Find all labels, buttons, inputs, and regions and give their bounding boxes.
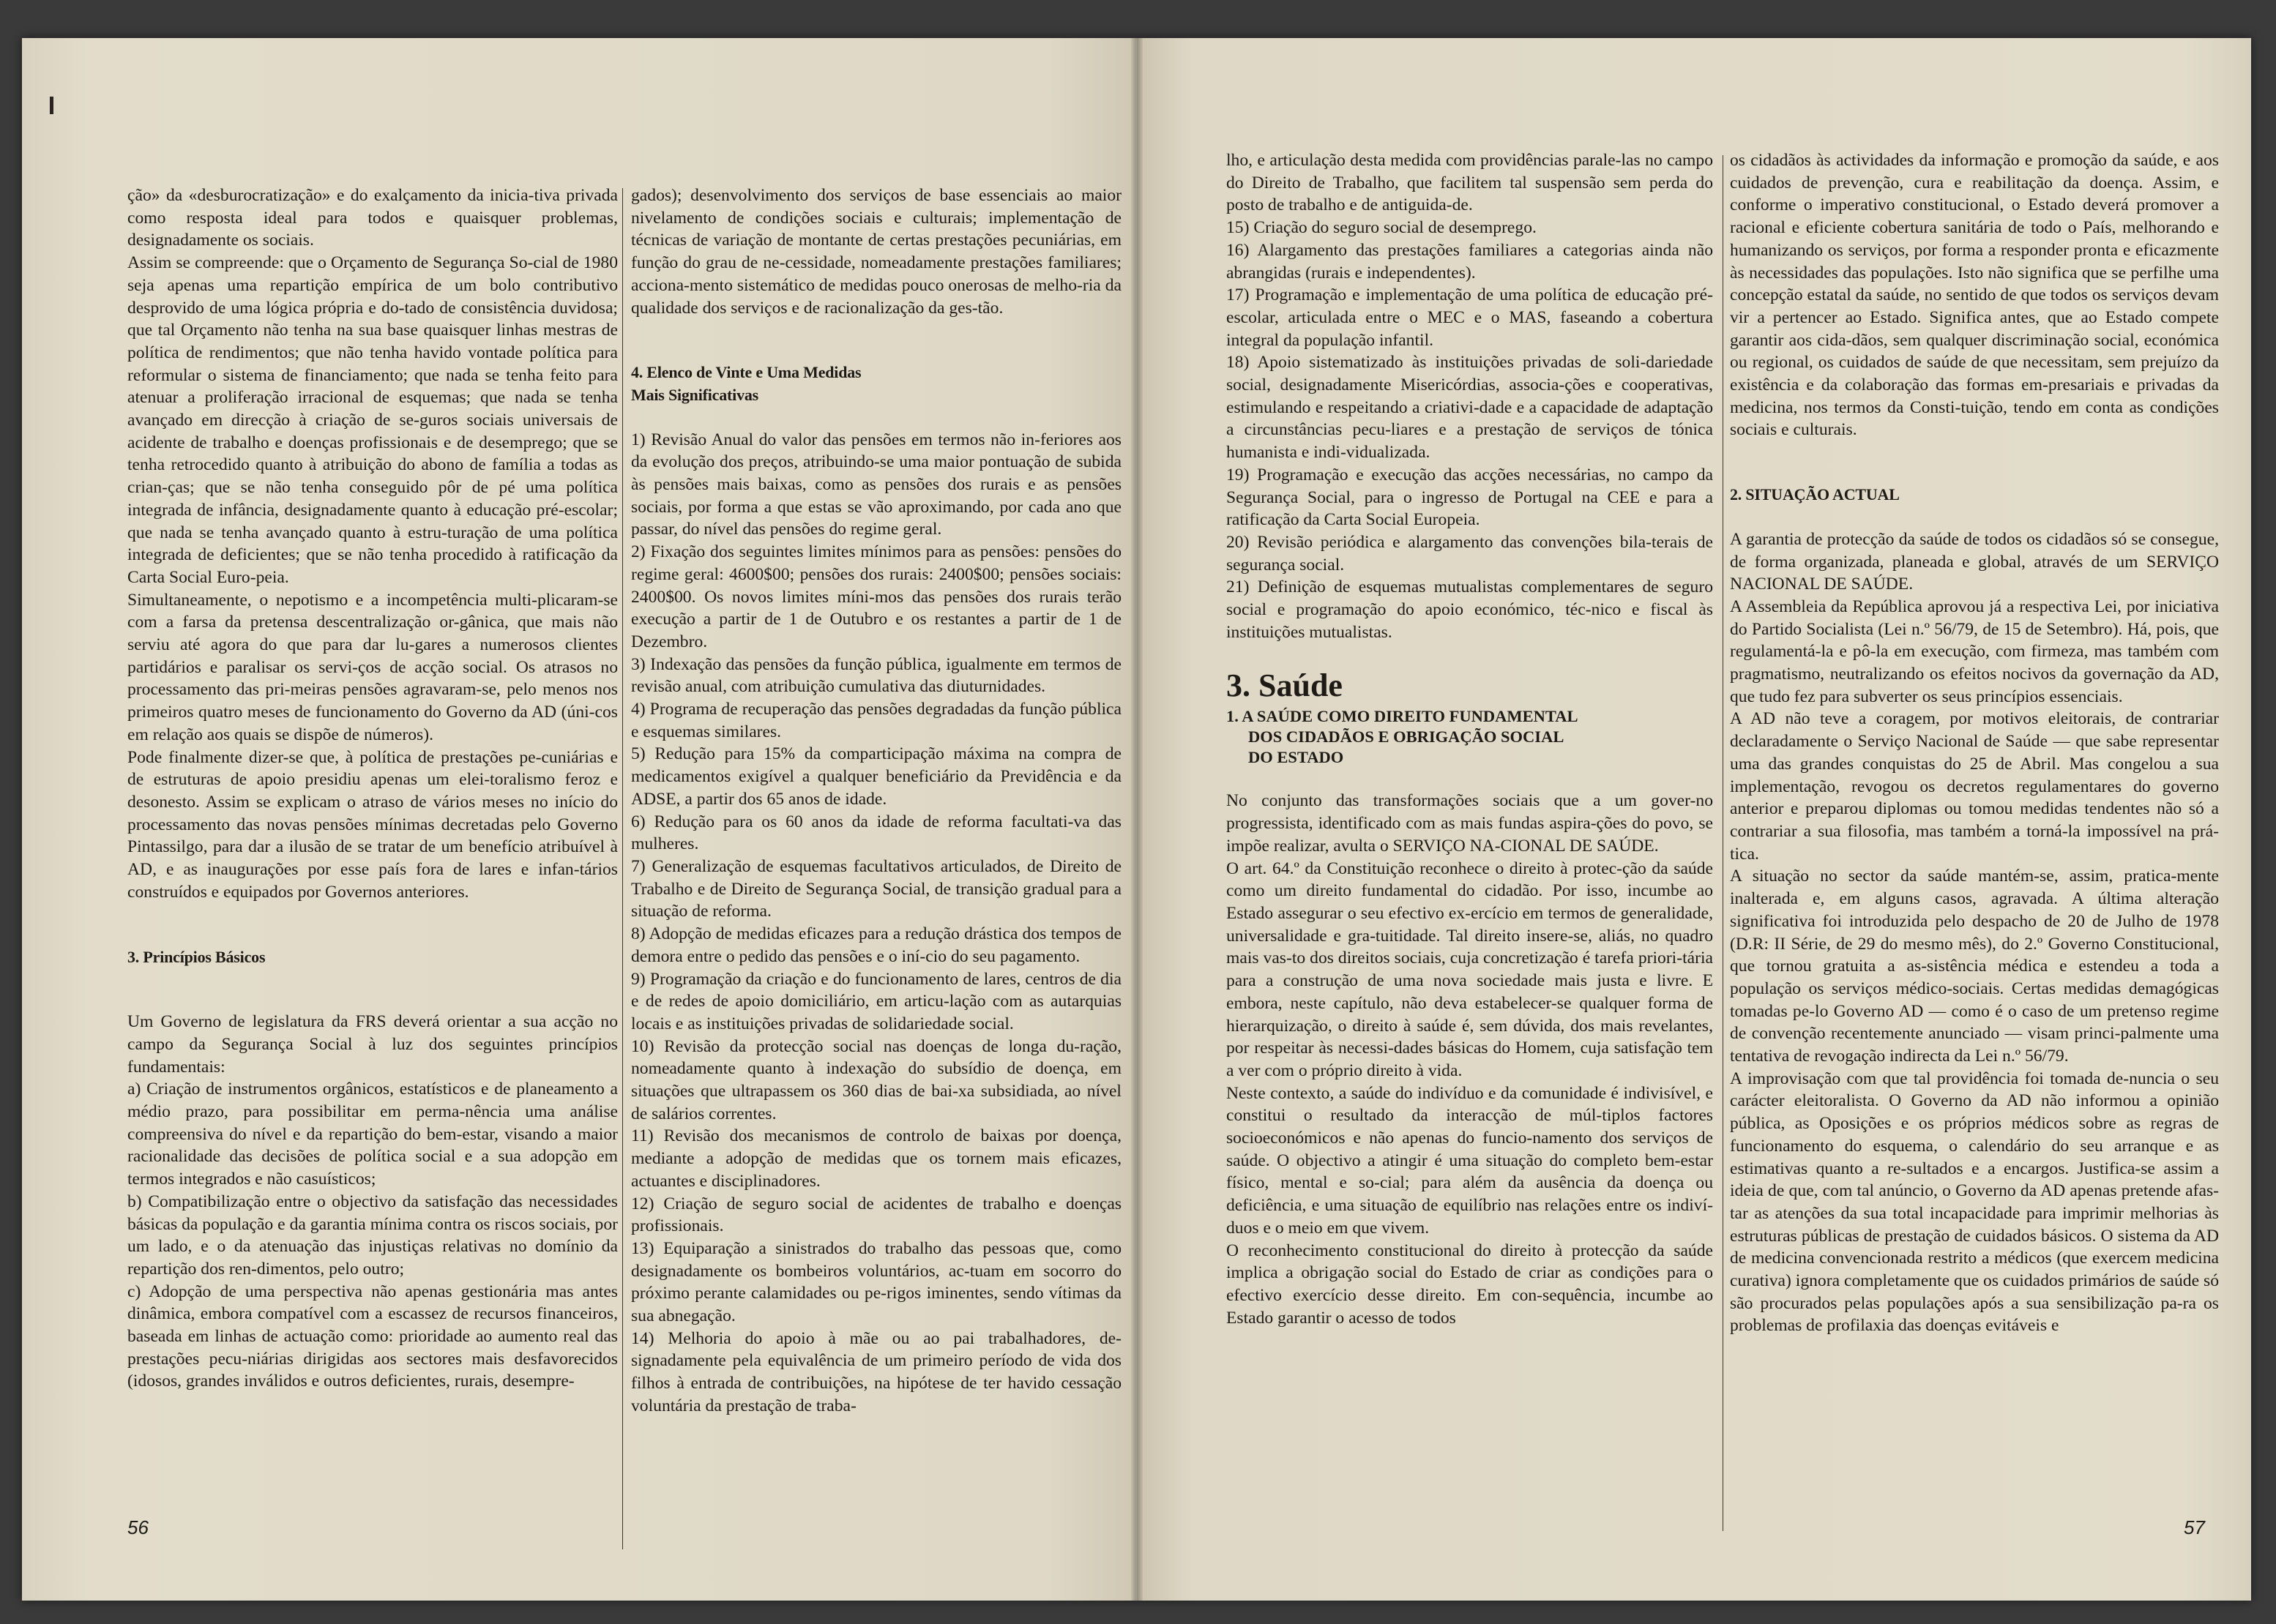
subsection-heading-line: DOS CIDADÃOS E OBRIGAÇÃO SOCIAL [1248, 727, 1564, 746]
left-column-2 [631, 184, 1122, 1418]
page-number: 56 [127, 1516, 149, 1538]
chapter-title: 3. Saúde [1226, 667, 1343, 704]
book-gutter [1131, 38, 1143, 1601]
list-item: 11) Revisão dos mecanismos de controlo de baixas por doença, mediante a adopção de medidas que os tornem mais eficazes, actuantes e disciplinadores. [631, 1126, 1122, 1191]
paragraph: gados); desenvolvimento dos serviços de base essenciais ao maior nivelamento de condições sociais e culturais; implementação de técnicas de variação de montante de certas prestações pecuniárias, em função do grau de ne-cessidade, nomeadamente prestações familiares; acciona-mento sistemático de medidas pouco onerosas de melho-ria da qualidade dos serviços e de racionalização da ges-tão. [631, 186, 1122, 318]
page-number: 57 [2184, 1516, 2205, 1538]
list-item: 15) Criação do seguro social de desemprego. [1226, 218, 1537, 238]
binding-mark [50, 97, 53, 114]
right-column-2 [1730, 149, 2219, 1337]
paragraph: No conjunto das transformações sociais que a um gover-no progressista, identificado com as mais fundas aspira-ções do povo, se impõe realizar, avulta o SERVIÇO NA-CIONAL DE SAÚDE. [1226, 791, 1713, 856]
section-heading: 4. Elenco de Vinte e Uma Medidas [631, 363, 862, 382]
list-item: 7) Generalização de esquemas facultativos articulados, de Direito de Trabalho e de Direito de Segurança Social, de transição gradual para a situação de reforma. [631, 856, 1122, 921]
subsection-heading [1226, 706, 1713, 768]
column-rule [622, 188, 623, 1549]
list-item: 20) Revisão periódica e alargamento das convenções bila-terais de segurança social. [1226, 532, 1713, 575]
section-heading: 2. SITUAÇÃO ACTUAL [1730, 485, 1900, 504]
paragraph: O art. 64.º da Constituição reconhece o direito à protec-ção da saúde como um direito fundamental do cidadão. Por isso, incumbe ao Estado assegurar o seu efectivo ex-ercício em termos de generalidade, universalidade e gra-tuitidade. Tal direito insere-se, aliás, no quadro mais vas-to dos direitos sociais, cuja concretização é tarefa priori-tária para a construção de uma nova sociedade mais justa e livre. E embora, neste capítulo, não deva estabelecer-se qualquer forma de hierarquização, o direito à saúde é, sem dúvida, dos mais revelantes, por respeitar às necessi-dades básicas do Homem, cuja satisfação tem a ver com o próprio direito à vida. [1226, 858, 1713, 1080]
list-item: 2) Fixação dos seguintes limites mínimos para as pensões: pensões do regime geral: 4600$00; pensões dos rurais: 2400$00; pensões sociais: 2400$00. Os novos limites míni-mos das pensões dos rurais terão execução a partir de 1 de Outubro e os restantes a partir de 1 de Dezembro. [631, 542, 1122, 651]
paragraph: ção» da «desburocratização» e do exalçamento da inicia-tiva privada como resposta ideal para todos e quaisquer problemas, designadamente os sociais. [127, 186, 618, 250]
left-page [22, 38, 1136, 1601]
section-heading: 3. Princípios Básicos [127, 947, 266, 966]
paragraph: Simultaneamente, o nepotismo e a incompetência multi-plicaram-se com a farsa da pretensa descentralização or-gânica, que mais não serviu até agora do que para dar lu-gares a numerosos clientes partidários e paralisar os servi-ços de acção social. Os atrasos no processamento das pri-meiras pensões agravaram-se, pelo menos nos primeiros quatro meses de funcionamento do Governo da AD (úni-cos em relação aos quais se dispõe de números). [127, 590, 618, 744]
right-column-1 [1226, 149, 1713, 1329]
list-item: 17) Programação e implementação de uma política de educação pré-escolar, articulada entre o MEC e o MAS, faseando a cobertura integral da população infantil. [1226, 285, 1713, 350]
list-item: 9) Programação da criação e do funcionamento de lares, centros de dia e de redes de apoio domiciliário, em articu-lação com as autarquias locais e as instituições privadas de solidariedade social. [631, 969, 1122, 1033]
paragraph: Pode finalmente dizer-se que, à política de prestações pe-cuniárias e de estruturas de apoio presidiu apenas um elei-toralismo feroz e desonesto. Assim se explicam o atraso de vários meses no início do processamento das novas pensões mínimas decretadas pelo Governo Pintassilgo, para dar a ilusão de se tratar de um benefício atribuível à AD, e as inaugurações por esse país fora de lares e infan-tários construídos e equipados por Governos anteriores. [127, 747, 618, 902]
list-item: 18) Apoio sistematizado às instituições privadas de soli-dariedade social, designadamente Misericórdias, associa-ções e cooperativas, estimulando e respeitando a criativi-dade e a capacidade de adaptação a circunstâncias pecu-liares e a prestação de serviços de tónica humanista e indi-vidualizada. [1226, 353, 1713, 463]
left-column-1 [127, 184, 618, 1393]
list-item: 19) Programação e execução das acções necessárias, no campo da Segurança Social, para o ingresso de Portugal na CEE e para a ratificação da Carta Social Europeia. [1226, 465, 1713, 530]
subsection-heading-line: DO ESTADO [1248, 748, 1344, 767]
list-item: 13) Equiparação a sinistrados do trabalho das pessoas que, como designadamente os bombeiros voluntários, ac-tuam em socorro do próximo perante calamidades ou pe-rigos iminentes, sendo vítimas da sua abnegação. [631, 1238, 1122, 1326]
list-item: 12) Criação de seguro social de acidentes de trabalho e doenças profissionais. [631, 1194, 1122, 1236]
paragraph: lho, e articulação desta medida com providências parale-las no campo do Direito de Trabalho, que facilitem tal suspensão sem perda do posto de trabalho e de antiguida-de. [1226, 151, 1713, 215]
right-page [1137, 38, 2251, 1601]
paragraph: b) Compatibilização entre o objectivo da satisfação das necessidades básicas da população e da garantia mínima contra os riscos sociais, por um lado, e o da atenuação das injustiças relativas no domínio da repartição dos ren-dimentos, pelo outro; [127, 1191, 618, 1279]
magazine-spread [22, 38, 2251, 1601]
list-item: 10) Revisão da protecção social nas doenças de longa du-ração, nomeadamente quanto à indexação do subsídio de doença, em situações que ultrapassem os 360 dias de bai-xa subsidiada, ao nível de salários correntes. [631, 1036, 1122, 1123]
list-item: 5) Redução para 15% da comparticipação máxima na compra de medicamentos exigível a qualquer beneficiário da Previdência e da ADSE, a partir dos 65 anos de idade. [631, 744, 1122, 809]
list-item: 8) Adopção de medidas eficazes para a redução drástica dos tempos de demora entre o pedido das pensões e o iní-cio do seu pagamento. [631, 924, 1122, 966]
section-heading-continued: Mais Significativas [631, 385, 759, 404]
list-item: 14) Melhoria do apoio à mãe ou ao pai trabalhadores, de-signadamente pela equivalência de um primeiro período de vida dos filhos à entrada de contribuições, na hipótese de ter havido cessação voluntária da prestação de traba- [631, 1328, 1122, 1415]
list-item: 3) Indexação das pensões da função pública, igualmente em termos de revisão anual, com atribuição cumulativa das diuturnidades. [631, 654, 1122, 697]
paragraph: A improvisação com que tal providência foi tomada de-nuncia o seu carácter eleitoralista. O Governo da AD não informou a opinião pública, as Oposições e os próprios médicos sobre as regras de funcionamento do esquema, o calendário do seu arranque e as estimativas quanto a re-sultados e a encargos. Justifica-se assim a ideia de que, com tal anúncio, o Governo da AD apenas pretende afas-tar as atenções da sua total incapacidade para imprimir melhorias às estruturas públicas de prestação de cuidados básicos. O sistema da AD de medicina convencionada restrito a médicos (que exercem medicina curativa) ignora completamente que os cuidados primários de saúde só são procurados pelas populações após a sua sensibilização pa-ra os problemas de profilaxia das doenças evitáveis e [1730, 1069, 2219, 1336]
paragraph: Um Governo de legislatura da FRS deverá orientar a sua acção no campo da Segurança Social à luz dos seguintes princípios fundamentais: [127, 1012, 618, 1077]
list-item: 4) Programa de recuperação das pensões degradadas da função pública e esquemas similares. [631, 700, 1122, 741]
paragraph: a) Criação de instrumentos orgânicos, estatísticos e de planeamento a médio prazo, para possibilitar em perma-nência uma análise compreensiva do nível e da repartição do bem-estar, visando a maior racionalidade das decisões de política social e a sua adopção em termos integrados e não casuísticos; [127, 1079, 618, 1189]
list-item: 16) Alargamento das prestações familiares a categorias ainda não abrangidas (rurais e independentes). [1226, 240, 1713, 282]
subsection-heading-line: 1. A SAÚDE COMO DIREITO FUNDAMENTAL [1226, 707, 1578, 726]
paragraph: A Assembleia da República aprovou já a respectiva Lei, por iniciativa do Partido Socialista (Lei n.º 56/79, de 15 de Setembro). Há, pois, que regulamentá-la e pô-la em execução, com firmeza, mas também com pragmatismo, neutralizando os efeitos nocivos da governação da AD, que tudo fez para subverter os seus princípios essenciais. [1730, 596, 2219, 706]
paragraph: A situação no sector da saúde mantém-se, assim, pratica-mente inalterada e, em alguns casos, agravada. A última alteração significativa foi introduzida pelo despacho de 20 de Julho de 1978 (D.R: II Série, de 29 do mesmo mês), do 2.º Governo Constitucional, que tornou gratuita a as-sistência médica e estendeu a toda a população os serviços médico-sociais. Certas medidas demagógicas tomadas pe-lo Governo AD — como é o caso de um pretenso regime de convenção recentemente anunciado — visam princi-palmente uma tentativa de revogação indirecta da Lei n.º 56/79. [1730, 867, 2219, 1066]
paragraph: os cidadãos às actividades da informação e promoção da saúde, e aos cuidados de prevenção, cura e reabilitação da doença. Assim, e conforme o imperativo constitucional, o Estado deverá promover a racional e eficiente cobertura sanitária de todo o País, melhorando e humanizando os serviços, por forma a responder pronta e eficazmente às necessidades das populações. Isto não significa que se perfilhe uma concepção estatal da saúde, no sentido de que todos os serviços devam vir a pertencer ao Estado. Significa antes, que ao Estado compete garantir aos cida-dãos, sem qualquer discriminação social, económica ou regional, os cuidados de saúde de que necessitam, sem prejuízo da existência e da colaboração das formas em-presariais e privadas da medicina, nos termos da Consti-tuição, tendo em conta as condições sociais e culturais. [1730, 151, 2219, 440]
paragraph: A AD não teve a coragem, por motivos eleitorais, de contrariar declaradamente o Serviço Nacional de Saúde — que sabe representar uma das grandes conquistas do 25 de Abril. Mas congelou a sua implementação, revogou os decretos regulamentares do governo anterior e preparou diplomas ou tomou medidas tendentes não só a contrariar a sua filosofia, mas também a torná-la impossível na prá-tica. [1730, 709, 2219, 864]
paragraph: c) Adopção de uma perspectiva não apenas gestionária mas antes dinâmica, embora compatível com a escassez de recursos financeiros, baseada em linhas de actuação como: prioridade ao aumento real das prestações pecu-niárias dirigidas aos sectores mais desfavorecidos (idosos, grandes inválidos e outros deficientes, rurais, desempre- [127, 1281, 618, 1391]
list-item: 6) Redução para os 60 anos da idade de reforma facultati-va das mulheres. [631, 812, 1122, 854]
list-item: 21) Definição de esquemas mutualistas complementares de seguro social e programação do apoio económico, téc-nico e fiscal às instituições mutualistas. [1226, 577, 1713, 642]
paragraph: Neste contexto, a saúde do indivíduo e da comunidade é indivisível, e constitui o resultado da interacção de múl-tiplos factores socioeconómicos e não apenas do funcio-namento dos serviços de saúde. O objectivo a atingir é uma situação do completo bem-estar físico, mental e so-cial; para além da ausência da doença ou deficiência, e uma situação de equilíbrio nas relações entre os indiví-duos e o meio em que vivem. [1226, 1083, 1713, 1238]
list-item: 1) Revisão Anual do valor das pensões em termos não in-feriores aos da evolução dos preços, atribuindo-se uma maior pontuação de subida às pensões mais baixas, como as pensões dos rurais e as pensões sociais, por forma a que estas se vão aproximando, por cada ano que passar, do nível das pensões do regime geral. [631, 430, 1122, 539]
paragraph: O reconhecimento constitucional do direito à protecção da saúde implica a obrigação social do Estado de criar as condições para o efectivo exercício desse direito. Em con-sequência, incumbe ao Estado garantir o acesso de todos [1226, 1241, 1713, 1328]
paragraph: Assim se compreende: que o Orçamento de Segurança So-cial de 1980 seja apenas uma repartição empírica de um bolo contributivo desprovido de uma lógica própria e do-tado de consistência duvidosa; que tal Orçamento não tenha na sua base quaisquer linhas mestras de política de rendimentos; que não tenha havido vontade política para reformular o sistema de financiamento; que nada se tenha feito para atenuar a proliferação irracional de esquemas; que nada se tenha avançado em direcção à criação de se-guros sociais universais de acidente de trabalho e doenças profissionais e de desemprego; que se tenha retrocedido quanto à atribuição do abono de família a todas as crian-ças; que se não tenha conseguido pôr de pé uma política integrada de infância, designadamente quanto à educação pré-escolar; que nada se tenha avançado quanto à estru-turação de uma política integrada de deficientes; que se não tenha procedido à ratificação da Carta Social Euro-peia. [127, 253, 618, 587]
paragraph: A garantia de protecção da saúde de todos os cidadãos só se consegue, de forma organizada, planeada e global, através de um SERVIÇO NACIONAL DE SAÚDE. [1730, 529, 2219, 594]
